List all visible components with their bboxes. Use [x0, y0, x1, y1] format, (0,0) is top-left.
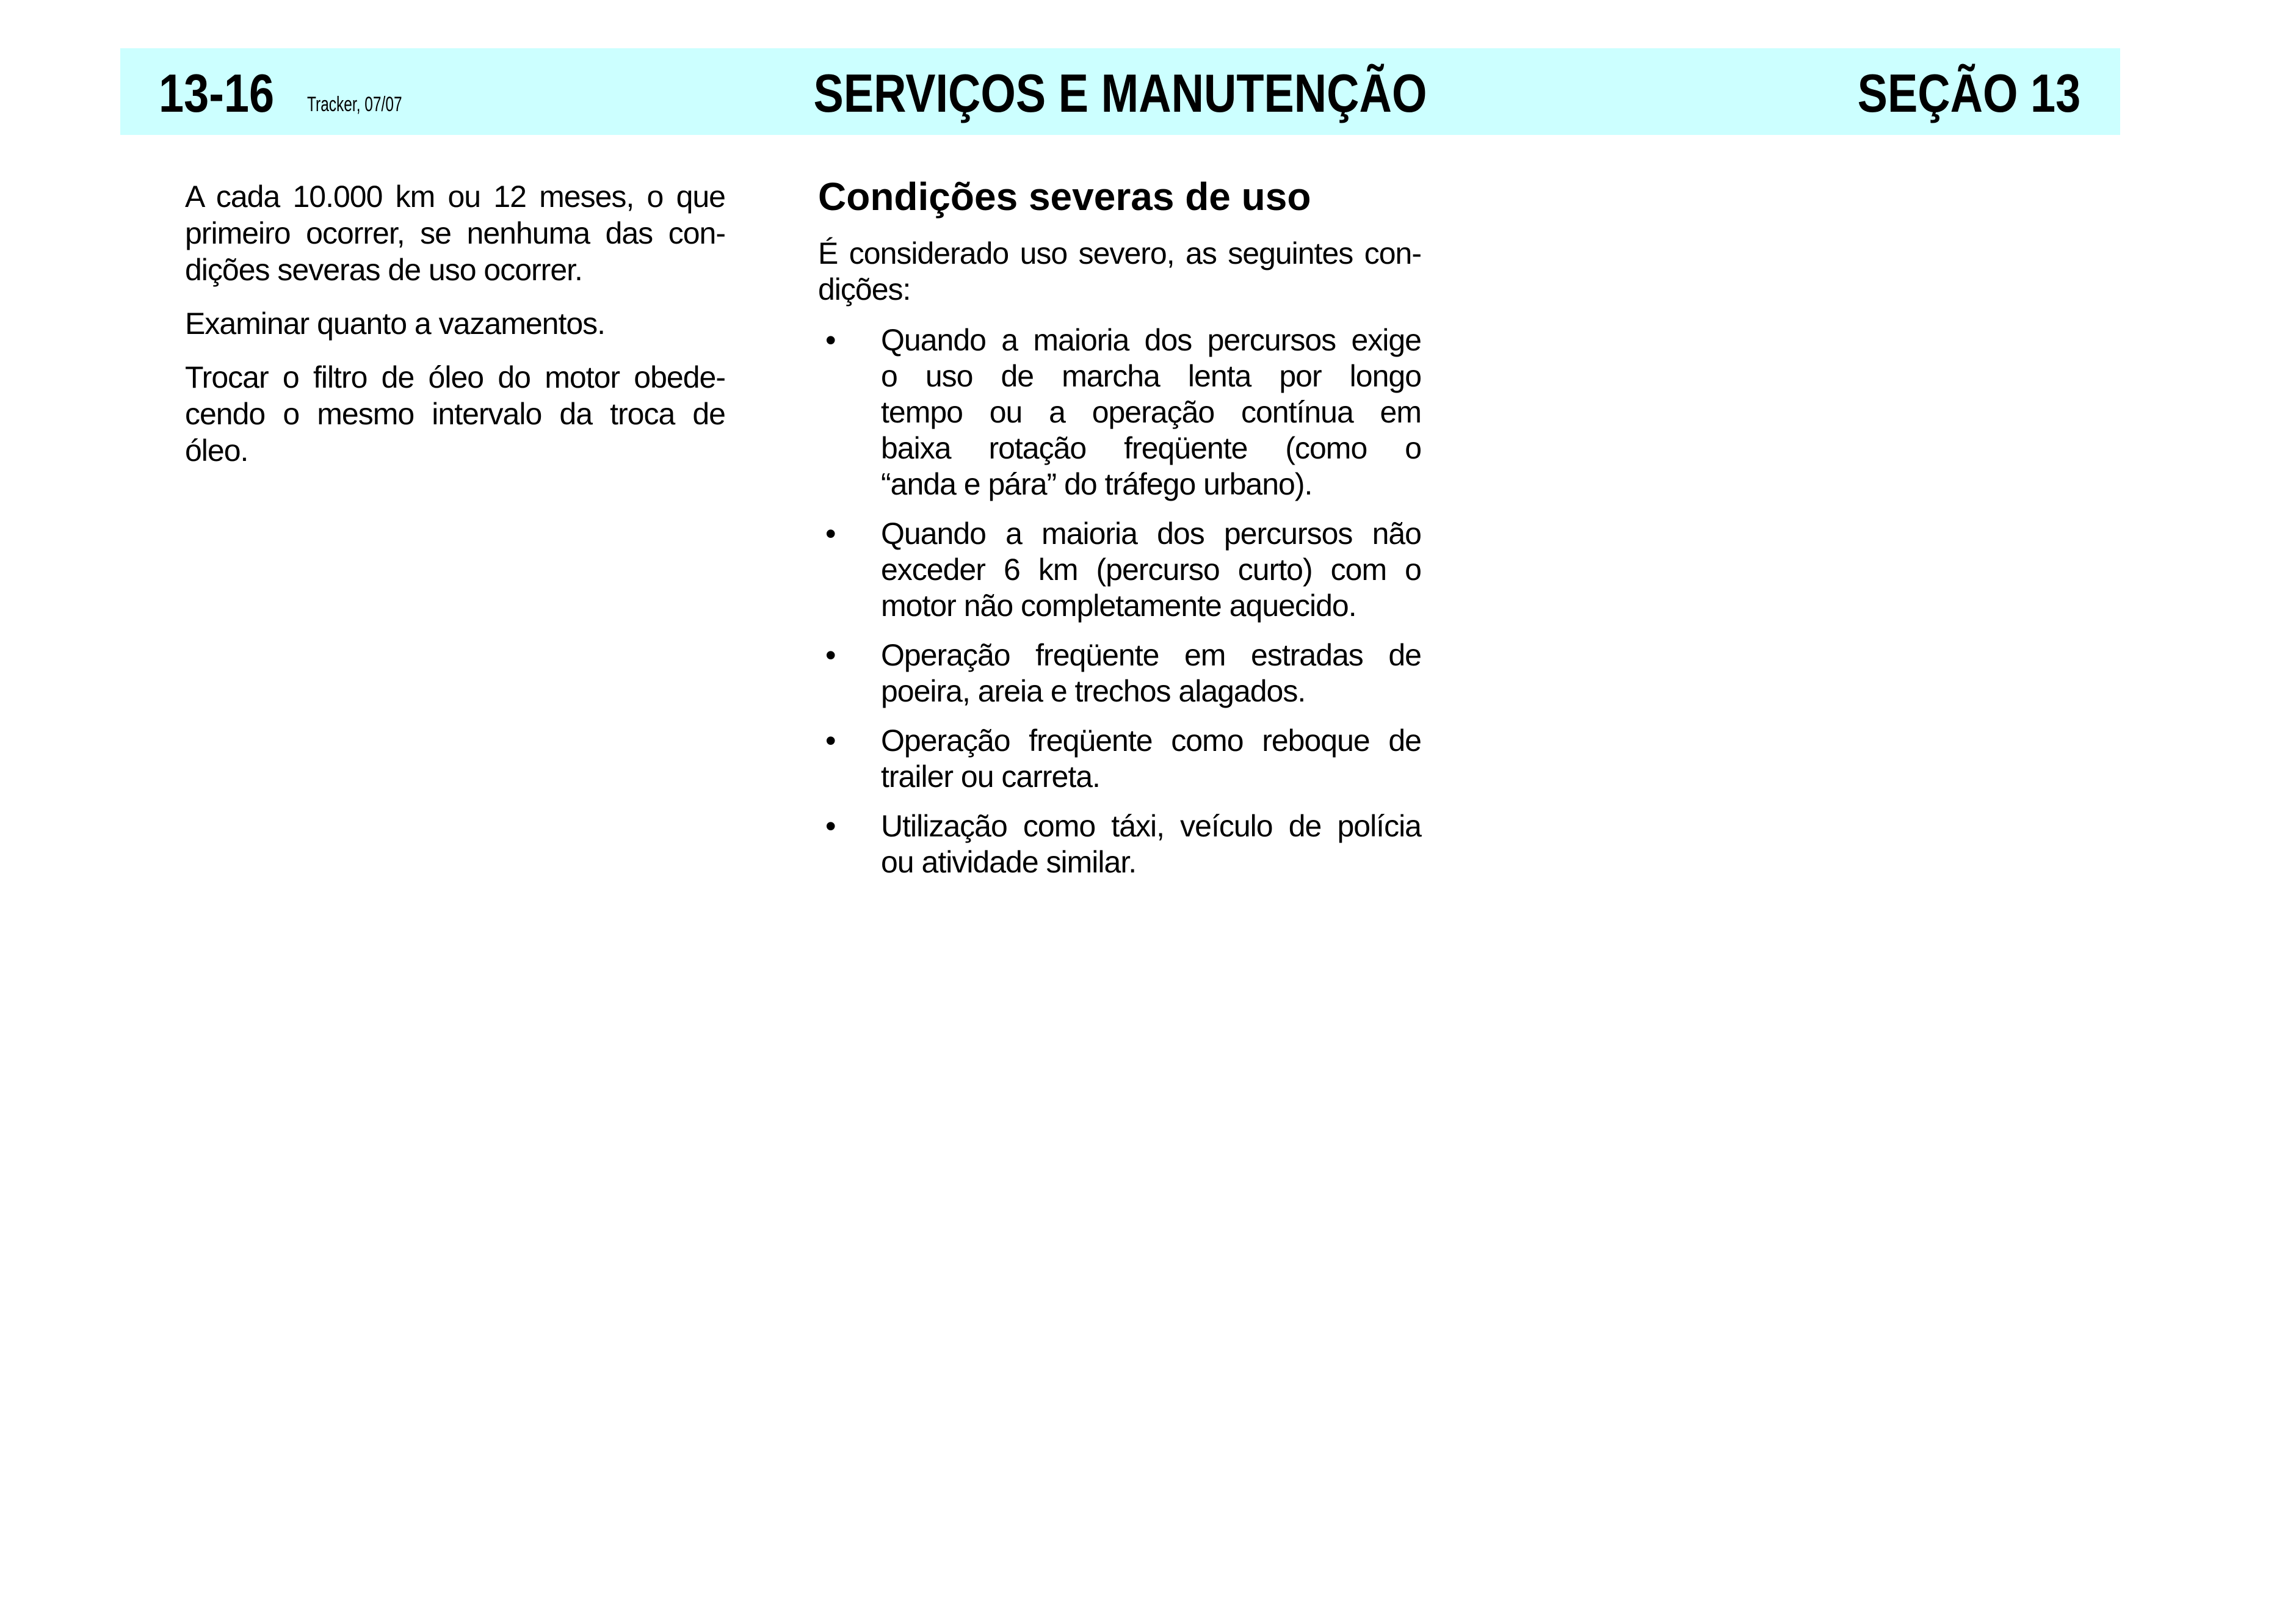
bullet-icon: • — [825, 723, 836, 758]
page-number: 13-16 — [159, 63, 275, 123]
text-line: cendo o mesmo intervalo da troca de — [185, 397, 725, 431]
bullet-list — [818, 322, 1421, 880]
text-line: motor não completamente aquecido. — [881, 589, 1356, 623]
text-line: dições: — [818, 272, 911, 306]
text-line: baixa rotação freqüente (como o — [881, 431, 1421, 465]
header-band — [120, 48, 2120, 135]
text-line: Operação freqüente como reboque de — [881, 723, 1421, 758]
list-item — [818, 322, 1421, 502]
text-line: Operação freqüente em estradas de — [881, 638, 1421, 672]
text-line: tempo ou a operação contínua em — [881, 395, 1421, 429]
bullet-icon: • — [825, 323, 836, 357]
text-line: poeira, areia e trechos alagados. — [881, 674, 1306, 708]
list-item — [818, 808, 1421, 880]
text-line: óleo. — [185, 433, 248, 468]
text-line: Quando a maioria dos percursos exige — [881, 323, 1421, 357]
left-column — [185, 178, 725, 469]
section-heading: Condições severas de uso — [818, 175, 1311, 219]
section-label: SEÇÃO 13 — [1857, 63, 2080, 123]
text-line: A cada 10.000 km ou 12 meses, o que — [185, 179, 725, 214]
bullet-icon: • — [825, 638, 836, 672]
text-line: o uso de marcha lenta por longo — [881, 359, 1421, 393]
text-line: primeiro ocorrer, se nenhuma das con- — [185, 216, 725, 250]
paragraph-service-interval — [185, 178, 725, 288]
text-line: Examinar quanto a vazamentos. — [185, 306, 606, 341]
text-line: dições severas de uso ocorrer. — [185, 253, 582, 287]
bullet-icon: • — [825, 517, 836, 551]
text-line: É considerado uso severo, as seguintes con- — [818, 236, 1421, 270]
text-line: ou atividade similar. — [881, 845, 1137, 879]
text-line: Trocar o filtro de óleo do motor obede- — [185, 360, 725, 394]
page-title: SERVIÇOS E MANUTENÇÃO — [813, 63, 1427, 123]
text-line: Utilização como táxi, veículo de polícia — [881, 809, 1421, 843]
list-item — [818, 723, 1421, 795]
bullet-icon: • — [825, 809, 836, 843]
text-line: “anda e pára” do tráfego urbano). — [881, 467, 1313, 501]
edition-label: Tracker, 07/07 — [307, 93, 402, 116]
intro-paragraph — [818, 236, 1421, 308]
text-line: exceder 6 km (percurso curto) com o — [881, 553, 1421, 587]
text-line: Quando a maioria dos percursos não — [881, 517, 1421, 551]
list-item — [818, 516, 1421, 624]
paragraph-oil-filter — [185, 359, 725, 469]
list-item — [818, 637, 1421, 709]
paragraph-leak-check — [185, 305, 725, 342]
right-column — [818, 173, 1421, 880]
text-line: trailer ou carreta. — [881, 759, 1100, 794]
